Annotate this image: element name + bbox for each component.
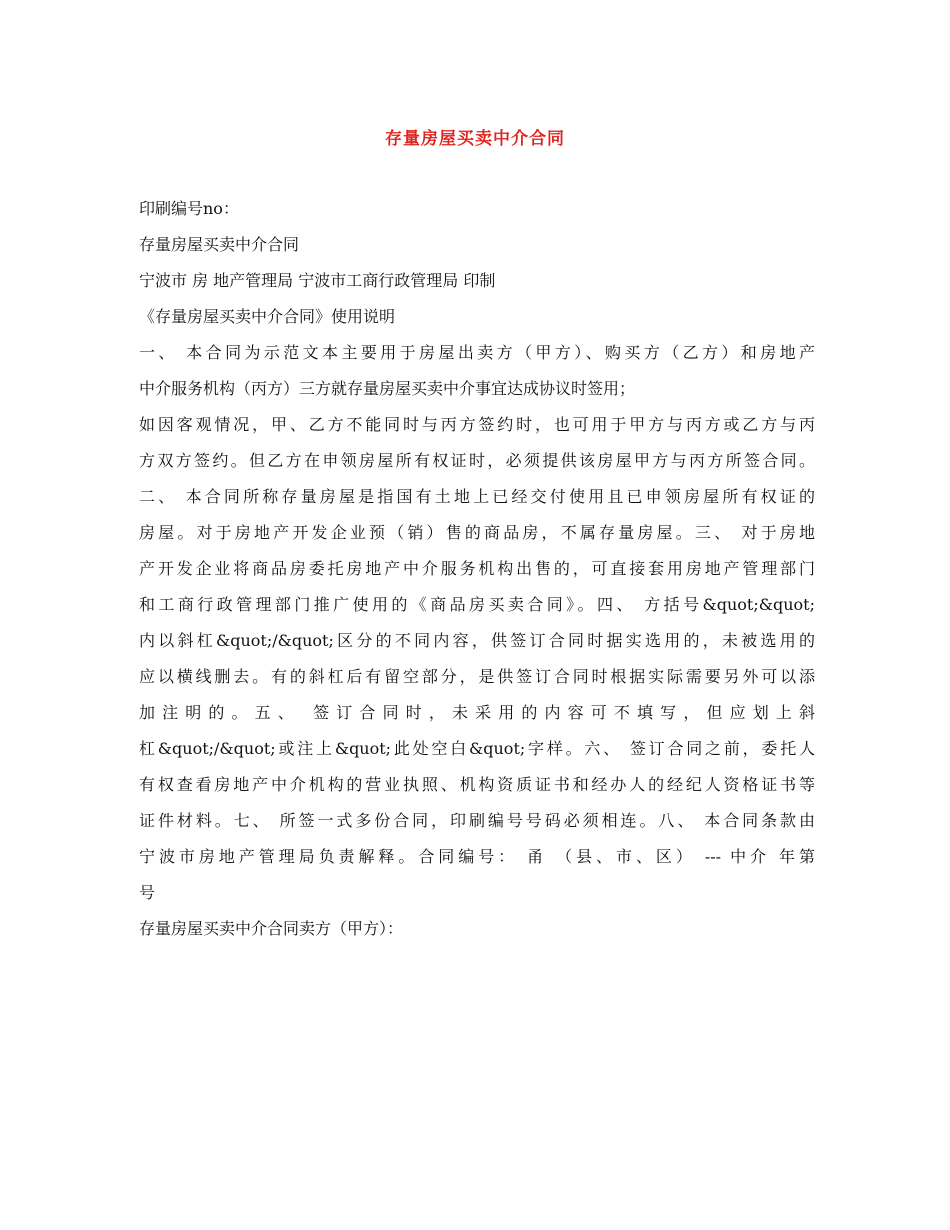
text-line: 号 (139, 883, 156, 902)
text-line-contract-name: 存量房屋买卖中介合同 (139, 235, 300, 254)
text-line: 一、 本合同为示范文本主要用于房屋出卖方（甲方）、购买方（乙方）和房地产 (139, 343, 815, 362)
text-line-seller-party: 存量房屋买卖中介合同卖方（甲方）： (139, 919, 404, 938)
text-line: 中介服务机构（丙方）三方就存量房屋买卖中介事宜达成协议时签用； (139, 379, 636, 398)
document-title: 存量房屋买卖中介合同 (385, 129, 565, 149)
text-line: 如因客观情况，甲、乙方不能同时与丙方签约时，也可用于甲方与丙方或乙方与丙 (139, 415, 815, 434)
document-body (139, 191, 815, 947)
text-line: 宁波市房地产管理局负责解释。合同编号： 甬 （县、市、区） --- 中介 年第 (139, 847, 815, 866)
text-line: 杠&quot;/&quot;或注上&quot;此处空白&quot;字样。六、 签订合同之前，委托人 (139, 739, 815, 758)
text-line: 房屋。对于房地产开发企业预（销）售的商品房，不属存量房屋。三、 对于房地 (139, 523, 815, 542)
text-line-usage-heading: 《存量房屋买卖中介合同》使用说明 (139, 307, 396, 326)
text-line-print-number: 印刷编号no： (139, 199, 239, 218)
text-line: 二、 本合同所称存量房屋是指国有土地上已经交付使用且已申领房屋所有权证的 (139, 487, 815, 506)
text-line: 方双方签约。但乙方在申领房屋所有权证时，必须提供该房屋甲方与丙方所签合同。 (139, 451, 815, 470)
text-line: 有权查看房地产中介机构的营业执照、机构资质证书和经办人的经纪人资格证书等 (139, 775, 815, 794)
text-line: 应以横线删去。有的斜杠后有留空部分，是供签订合同时根据实际需要另外可以添 (139, 667, 815, 686)
text-line: 产开发企业将商品房委托房地产中介服务机构出售的，可直接套用房地产管理部门 (139, 559, 815, 578)
text-line: 内以斜杠&quot;/&quot;区分的不同内容，供签订合同时据实选用的，未被选用的 (139, 631, 815, 650)
text-line: 证件材料。七、 所签一式多份合同，印刷编号号码必须相连。八、 本合同条款由 (139, 811, 815, 830)
text-line: 和工商行政管理部门推广使用的《商品房买卖合同》。四、 方括号&quot;&quot; (139, 595, 815, 614)
text-line-issuer: 宁波市 房 地产管理局 宁波市工商行政管理局 印制 (139, 271, 496, 290)
text-line: 加注明的。五、 签订合同时，未采用的内容可不填写，但应划上斜 (139, 703, 815, 722)
